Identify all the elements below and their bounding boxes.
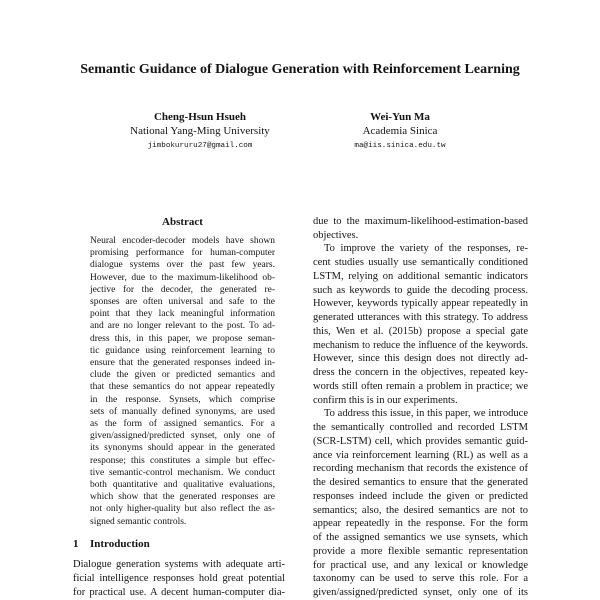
body-text-line: for practical use, and any lexical or knowledge (313, 559, 528, 571)
abstract-line: point that they lack meaningful information (90, 309, 275, 320)
intro-text-line: for practical use. A decent human-computer dia- (73, 587, 285, 598)
body-text-line: dress the concern in the objectives, repeated key- (313, 367, 528, 379)
body-text-line: However, since this design does not directly ad- (313, 353, 528, 365)
abstract-line: which show that the generated responses are (90, 492, 275, 503)
abstract-line: given/assigned/predicted synset, only one of (90, 431, 275, 442)
body-text-line: confirm this is in our experiments. (313, 394, 458, 406)
abstract-line: sets of manually defined synonyms, are used (90, 406, 275, 417)
body-text-line: this, Wen et al. (2015b) propose a special gate (313, 325, 528, 337)
body-text-line: the desired semantics to ensure that the generated (313, 477, 528, 489)
body-text-line: ance via reinforcement learning (RL) as well as a (313, 449, 528, 461)
body-text-line: of the assigned semantics we use synsets, which (313, 532, 528, 544)
abstract-line: However, due to the maximum-likelihood ob- (90, 272, 275, 283)
author-email: ma@iis.sinica.edu.tw (354, 142, 446, 150)
section-heading-introduction (73, 537, 285, 551)
abstract-line: Neural encoder-decoder models have shown (90, 236, 275, 246)
abstract-line: signed semantic controls. (90, 516, 187, 527)
body-text-line: (SCR-LSTM) cell, which provides semantic guid- (313, 435, 528, 447)
body-text-line: such as keywords to guide the decoding process. (313, 284, 528, 296)
author-affiliation: National Yang-Ming University (130, 125, 270, 137)
body-text-line: LSTM, relying on additional semantic indicators (313, 270, 528, 282)
abstract-line: tive semantic-control mechanism. We conduct (90, 467, 275, 478)
body-text-line: given/assigned/predicted synset, only one of its (313, 586, 528, 598)
section-number: 1 (73, 538, 79, 550)
abstract-line: in the response. Synsets, which comprise (90, 394, 275, 405)
body-text-line: mechanism to reduce the influence of the keywords. (313, 339, 528, 351)
abstract-line: ensure that the generated responses indeed in- (90, 358, 275, 368)
author-block-first (90, 110, 310, 152)
intro-text-line: ficial intelligence responses hold great potential (73, 573, 285, 584)
body-text-line: To address this issue, in this paper, we introduce (324, 408, 528, 420)
body-text-line: due to the maximum-likelihood-estimation-based (313, 216, 528, 227)
abstract-line: tic guidance using reinforcement learning to (90, 345, 275, 356)
abstract-line: response; this constitutes a simple but effec- (90, 455, 275, 466)
author-email: jimbokururu27@gmail.com (147, 142, 253, 150)
abstract-line: both quantitative and qualitative evaluations, (90, 480, 275, 490)
body-text-line: To improve the variety of the responses, re- (324, 243, 528, 255)
author-affiliation: Academia Sinica (362, 125, 438, 137)
body-text-line: objectives. (313, 229, 359, 241)
abstract-line: and are no longer relevant to the post. To ad- (90, 321, 275, 332)
abstract-heading: Abstract (162, 216, 203, 228)
abstract-line: its synonyms should appear in the generated (90, 443, 275, 454)
body-text-line: appear repeatedly in the response. For the form (313, 518, 528, 530)
body-text-line: responses indeed include the given or predicted (313, 490, 528, 502)
section-title: Introduction (90, 538, 150, 550)
paper-title: Semantic Guidance of Dialogue Generation with Reinforcement Learning (80, 62, 520, 77)
body-text-line: recording mechanism that records the existence of (313, 463, 528, 475)
body-text-line: However, keywords typically appear repeatedly in (313, 298, 528, 310)
author-block-second (290, 110, 510, 152)
body-text-line: cent studies usually use semantically conditioned (313, 257, 528, 269)
intro-text-line: Dialogue generation systems with adequate arti- (73, 559, 285, 570)
body-text-line: the semantically controlled and recorded LSTM (313, 422, 528, 434)
author-name: Cheng-Hsun Hsueh (153, 111, 246, 123)
author-name: Wei-Yun Ma (370, 111, 430, 123)
body-text-line: taxonomy can be used to serve this role. For a (313, 573, 528, 585)
body-text-line: semantics; also, the desired semantics are not to (313, 504, 528, 516)
abstract-line: not only higher-quality but also reflect the as- (90, 504, 275, 515)
abstract-line: jective for the decoder, the generated re- (90, 284, 275, 295)
body-text-line: generated utterances with this strategy. To address (313, 312, 528, 324)
body-text-line: words still often remain a problem in practice; we (313, 380, 528, 392)
body-text-line: provide a more flexible semantic representation (313, 545, 528, 557)
abstract-line: as the form of assigned semantics. For a (90, 419, 275, 429)
abstract-line: sponses are often universal and safe to the (90, 297, 275, 307)
abstract-line: clude the given or predicted semantics and (90, 370, 275, 381)
abstract-line: promising performance for human-computer (90, 248, 275, 259)
abstract-line: dress this, in this paper, we propose seman- (90, 333, 275, 344)
abstract-line: dialogue systems over the past few years. (90, 260, 275, 271)
abstract-line: that these semantics do not appear repeatedly (90, 382, 275, 393)
